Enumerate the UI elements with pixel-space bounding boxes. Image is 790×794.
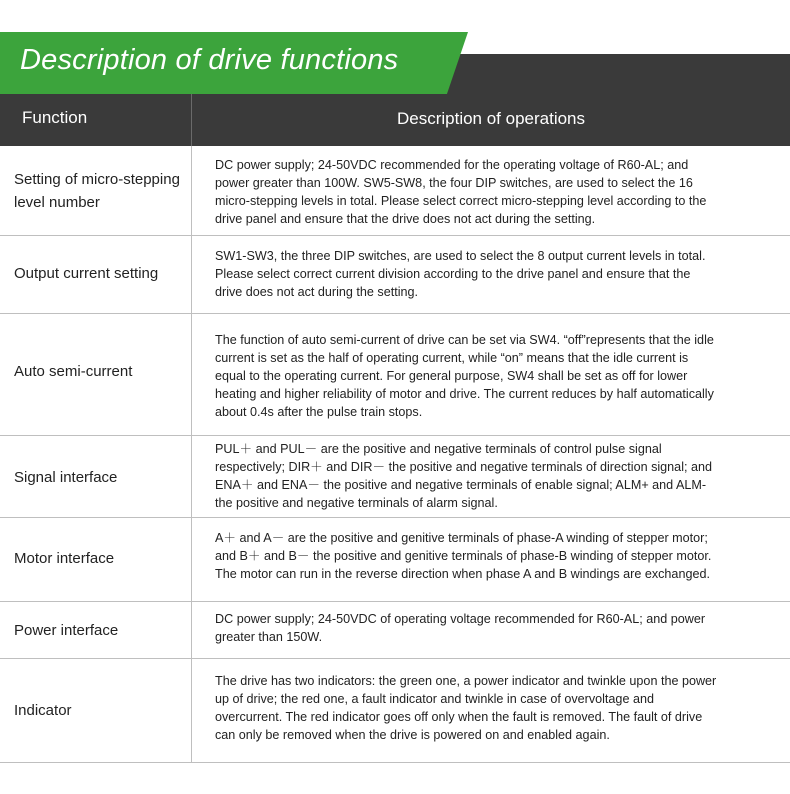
header-description: Description of operations [396, 109, 586, 128]
table-row [0, 146, 790, 236]
row-description: A＋ and A－ are the positive and genitive terminals of phase-A winding of stepper motor; and B＋ and B－ the positive and genitive terminals of phase-B winding of stepper motor. The motor can run in the reverse direction when phase A and B windings are exchanged. [215, 531, 712, 581]
page-title: Description of drive functions [20, 44, 399, 76]
row-function: Auto semi-current [14, 363, 133, 380]
row-description: DC power supply; 24-50VDC recommended for the operating voltage of R60-AL; and power greater than 100W. SW5-SW8, the four DIP switches, are used to select the 16 micro-stepping levels in total. Please select correct micro-stepping level according to the drive panel and ensure that the drive does not act during the setting. [215, 158, 707, 226]
row-function: Indicator [14, 702, 72, 719]
row-function: Setting of micro-stepping level number [14, 171, 180, 211]
table-row [0, 518, 790, 602]
header-function: Function [22, 108, 88, 127]
row-description: SW1-SW3, the three DIP switches, are used to select the 8 output current levels in total. Please select correct current division according to the drive panel and ensure that the drive does not act during the setting. [215, 249, 706, 299]
row-function: Output current setting [14, 265, 159, 282]
row-function: Signal interface [14, 469, 118, 486]
row-description: DC power supply; 24-50VDC of operating voltage recommended for R60-AL; and power greater than 150W. [215, 612, 706, 644]
row-function: Power interface [14, 622, 119, 639]
row-function: Motor interface [14, 550, 115, 567]
row-description: PUL＋ and PUL－ are the positive and negative terminals of control pulse signal respectively; DIR＋ and DIR－ the positive and negative terminals of direction signal; and ENA＋ and ENA－ the positive and negative terminals of enable signal; ALM+ and ALM- the positive and negative terminals of alarm signal. [215, 442, 712, 510]
table-row [0, 314, 790, 436]
table-header [0, 94, 790, 146]
table-row [0, 436, 790, 518]
row-description: The drive has two indicators: the green one, a power indicator and twinkle upon the power up of drive; the red one, a fault indicator and twinkle in case of overvoltage and overcurrent. The red indicator goes off only when the fault is removed. The fault of drive can only be removed when the drive is powered on and enabled again. [215, 674, 717, 742]
row-description: The function of auto semi-current of drive can be set via SW4. “off”represents that the idle current is set as the half of operating current, while “on” means that the idle current is equal to the operating current. For general purpose, SW4 shall be set as off for lower heating and higher reliability of motor and drive. The current reduces by half automatically about 0.4s after the pulse train stops. [215, 333, 714, 419]
table-row [0, 602, 790, 659]
table-row [0, 659, 790, 763]
table-row [0, 236, 790, 314]
